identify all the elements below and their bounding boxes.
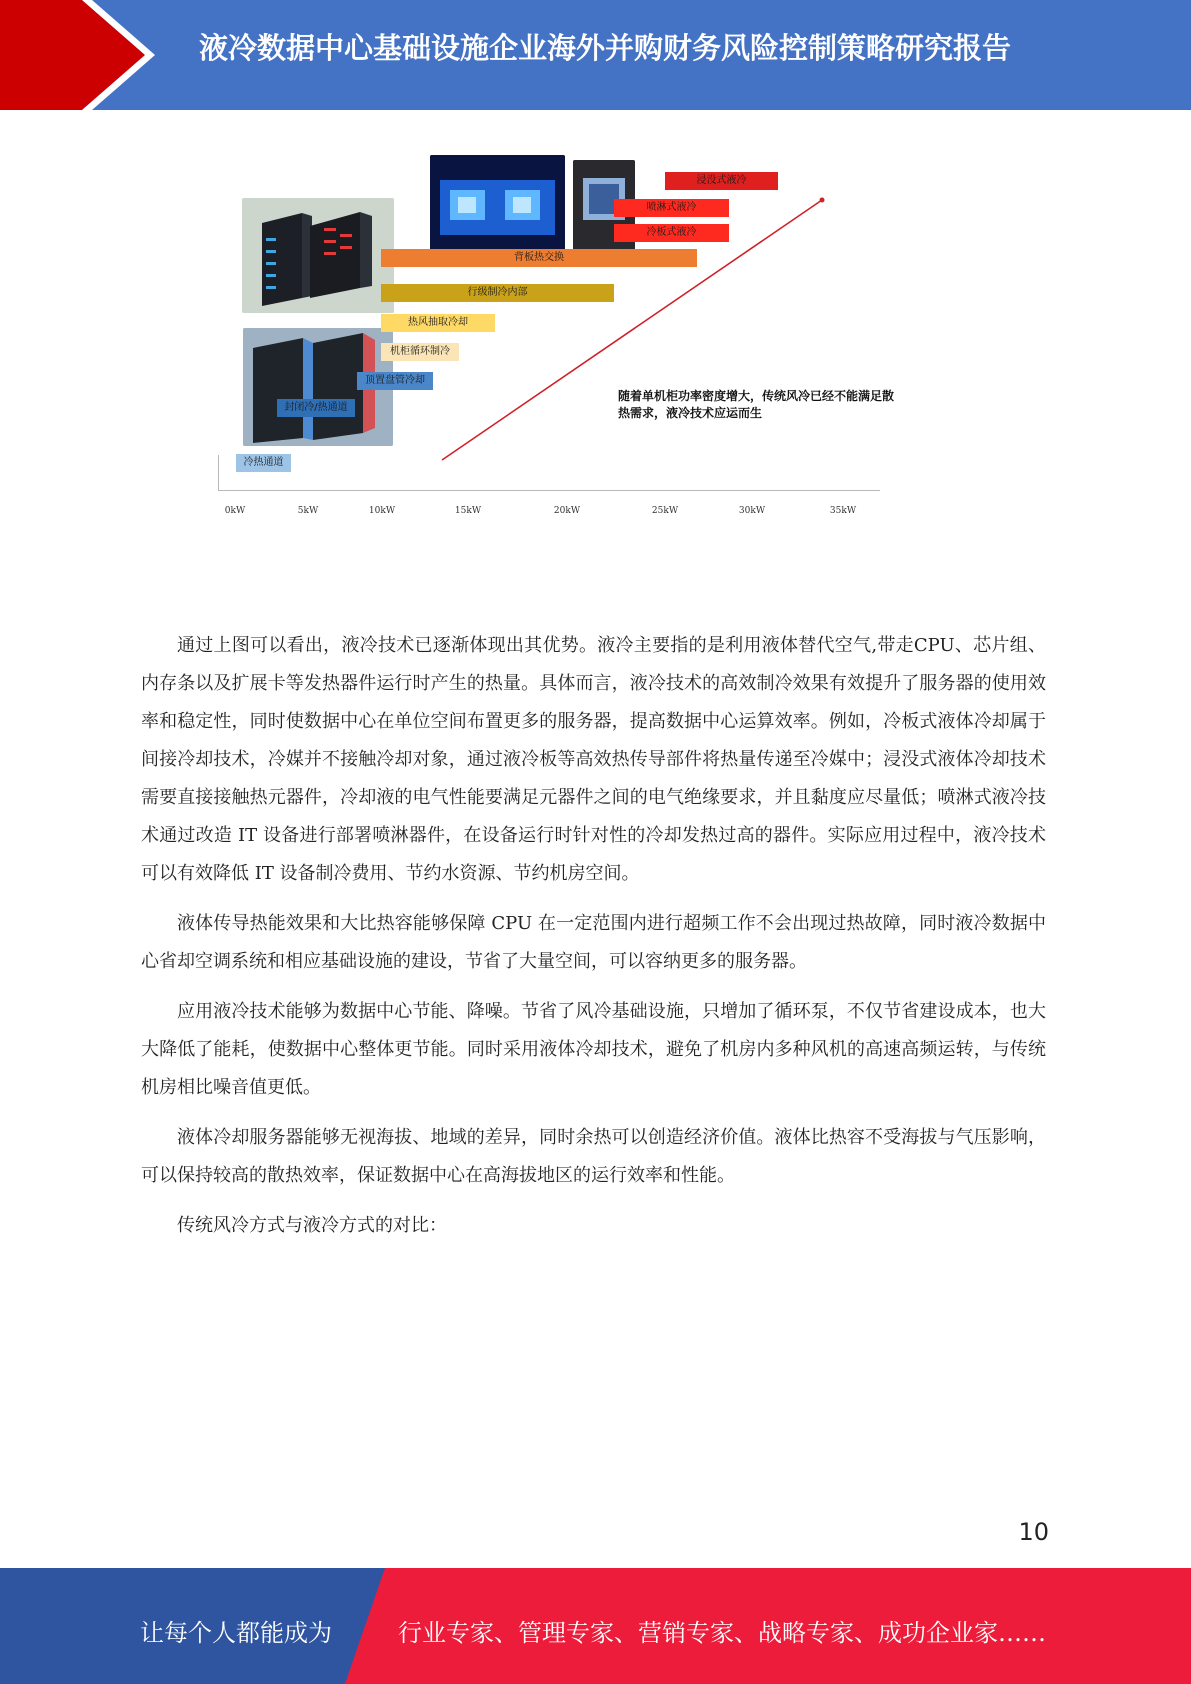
header-arrow-decoration xyxy=(0,0,160,110)
trend-note: 随着单机柜功率密度增大，传统风冷已经不能满足散热需求，液冷技术应运而生 xyxy=(618,389,895,420)
body-text xyxy=(141,627,1046,1257)
axis-tick: 5kW xyxy=(297,506,319,516)
bar-in-row-cooling: 行级制冷内部 xyxy=(381,284,614,302)
paragraph: 应用液冷技术能够为数据中心节能、降噪。节省了风冷基础设施，只增加了循环泵，不仅节省建设成本，也大大降低了能耗，使数据中心整体更节能。同时采用液体冷却技术，避免了机房内多种风机的高速高频运转，与传统机房相比噪音值更低。 xyxy=(141,1001,1046,1098)
paragraph: 液体冷却服务器能够无视海拔、地域的差异，同时余热可以创造经济价值。液体比热容不受海拔与气压影响，可以保持较高的散热效率，保证数据中心在高海拔地区的运行效率和性能。 xyxy=(141,1127,1046,1186)
paragraph: 液体传导热能效果和大比热容能够保障 CPU 在一定范围内进行超频工作不会出现过热故障，同时液冷数据中心省却空调系统和相应基础设施的建设，节省了大量空间，可以容纳更多的服务器。 xyxy=(141,913,1046,972)
footer-slogan-right: 行业专家、管理专家、营销专家、战略专家、成功企业家…… xyxy=(398,1619,1046,1647)
axis-tick: 30kW xyxy=(738,506,766,516)
bar-hot-air-extraction: 热风抽取冷却 xyxy=(381,314,495,332)
footer-banner xyxy=(0,1568,1191,1684)
bar-spray-cooling: 喷淋式液冷 xyxy=(614,199,729,217)
bar-hot-cold-aisle: 冷热通道 xyxy=(236,454,291,472)
page-number: 10 xyxy=(1018,1518,1049,1546)
report-title: 液冷数据中心基础设施企业海外并购财务风险控制策略研究报告 xyxy=(198,31,1011,65)
paragraph: 传统风冷方式与液冷方式的对比： xyxy=(177,1215,447,1236)
bar-immersion-cooling: 浸没式液冷 xyxy=(665,172,778,190)
footer-slogan-left: 让每个人都能成为 xyxy=(140,1619,332,1647)
axis-left-line xyxy=(218,455,219,491)
axis-tick: 20kW xyxy=(553,506,581,516)
bar-overhead-coil-cooling: 顶置盘管冷却 xyxy=(357,372,433,390)
paragraph: 通过上图可以看出，液冷技术已逐渐体现出其优势。液冷主要指的是利用液体替代空气,带走CPU、芯片组、内存条以及扩展卡等发热器件运行时产生的热量。具体而言，液冷技术的高效制冷效果有效提升了服务器的使用效率和稳定性，同时使数据中心在单位空间布置更多的服务器，提高数据中心运算效率。例如，冷板式液体冷却属于间接冷却技术，冷媒并不接触冷却对象，通过液冷板等高效热传导部件将热量传递至冷媒中；浸没式液体冷却技术需要直接接触热元器件，冷却液的电气性能要满足元器件之间的电气绝缘要求，并且黏度应尽量低；喷淋式液冷技术通过改造 IT 设备进行部署喷淋器件，在设备运行时针对性的冷却发热过高的器件。实际应用过程中，液冷技术可以有效降低 IT 设备制冷费用、节约水资源、节约机房空间。 xyxy=(141,635,1046,884)
axis-tick: 25kW xyxy=(651,506,679,516)
x-axis-line xyxy=(218,490,880,491)
bar-cold-plate-cooling: 冷板式液冷 xyxy=(614,224,729,242)
axis-tick: 0kW xyxy=(224,506,246,516)
power-density-trend-line xyxy=(210,150,890,530)
bar-rack-circulation-cooling: 机柜循环制冷 xyxy=(381,343,459,361)
bar-rear-door-heat-exchange: 背板热交换 xyxy=(381,249,697,267)
bar-contained-aisle: 封闭冷/热通道 xyxy=(277,399,355,417)
axis-tick: 15kW xyxy=(454,506,482,516)
liquid-cooling-evolution-figure xyxy=(210,150,895,530)
axis-tick: 35kW xyxy=(829,506,857,516)
axis-tick: 10kW xyxy=(368,506,396,516)
